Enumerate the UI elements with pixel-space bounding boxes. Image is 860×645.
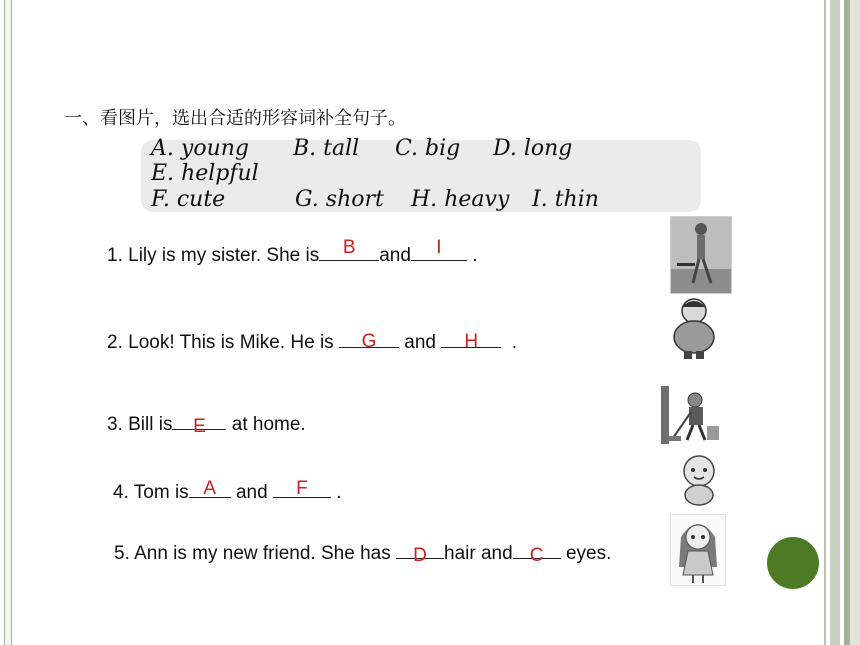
sentence-5: 5. Ann is my new friend. She has D hair and C eyes. xyxy=(114,538,611,566)
blank-3a[interactable]: E xyxy=(172,409,226,430)
sentence-2: 2. Look! This is Mike. He is G and H . xyxy=(107,327,517,355)
blank-2b[interactable]: H xyxy=(441,327,501,348)
option-c: C. big xyxy=(395,136,461,161)
exercise-title: 一、看图片，选出合适的形容词补全句子。 xyxy=(64,108,406,129)
blank-5a[interactable]: D xyxy=(396,538,444,559)
option-i: I. thin xyxy=(532,187,599,212)
option-a: A. young xyxy=(151,136,249,161)
sentence-3: 3. Bill is E at home. xyxy=(107,409,306,437)
blank-1a[interactable]: B xyxy=(319,240,379,261)
slide-frame-right xyxy=(822,0,860,645)
option-b: B. tall xyxy=(293,136,360,161)
blank-5b[interactable]: C xyxy=(513,538,561,559)
sentence-1: 1. Lily is my sister. She is B and I . xyxy=(107,237,478,266)
blank-2a[interactable]: G xyxy=(339,327,399,348)
short-heavy-boy-icon xyxy=(670,294,718,362)
tall-thin-girl-icon xyxy=(670,216,732,294)
option-d: D. long xyxy=(493,136,573,161)
blank-1b[interactable]: I xyxy=(411,240,467,261)
cute-baby-icon xyxy=(676,452,722,508)
sentence-4: 4. Tom is A and F . xyxy=(113,478,342,503)
green-circle-button[interactable] xyxy=(767,537,819,589)
slide-frame-left xyxy=(4,0,12,645)
long-hair-girl-icon xyxy=(670,514,726,586)
blank-4a[interactable]: A xyxy=(189,477,231,498)
option-e: E. helpful xyxy=(151,161,259,186)
helpful-boy-sweeping-icon xyxy=(660,385,724,445)
option-g: G. short xyxy=(295,187,384,212)
option-h: H. heavy xyxy=(411,187,510,212)
option-f: F. cute xyxy=(151,187,226,212)
blank-4b[interactable]: F xyxy=(273,477,331,498)
options-box xyxy=(141,136,701,212)
